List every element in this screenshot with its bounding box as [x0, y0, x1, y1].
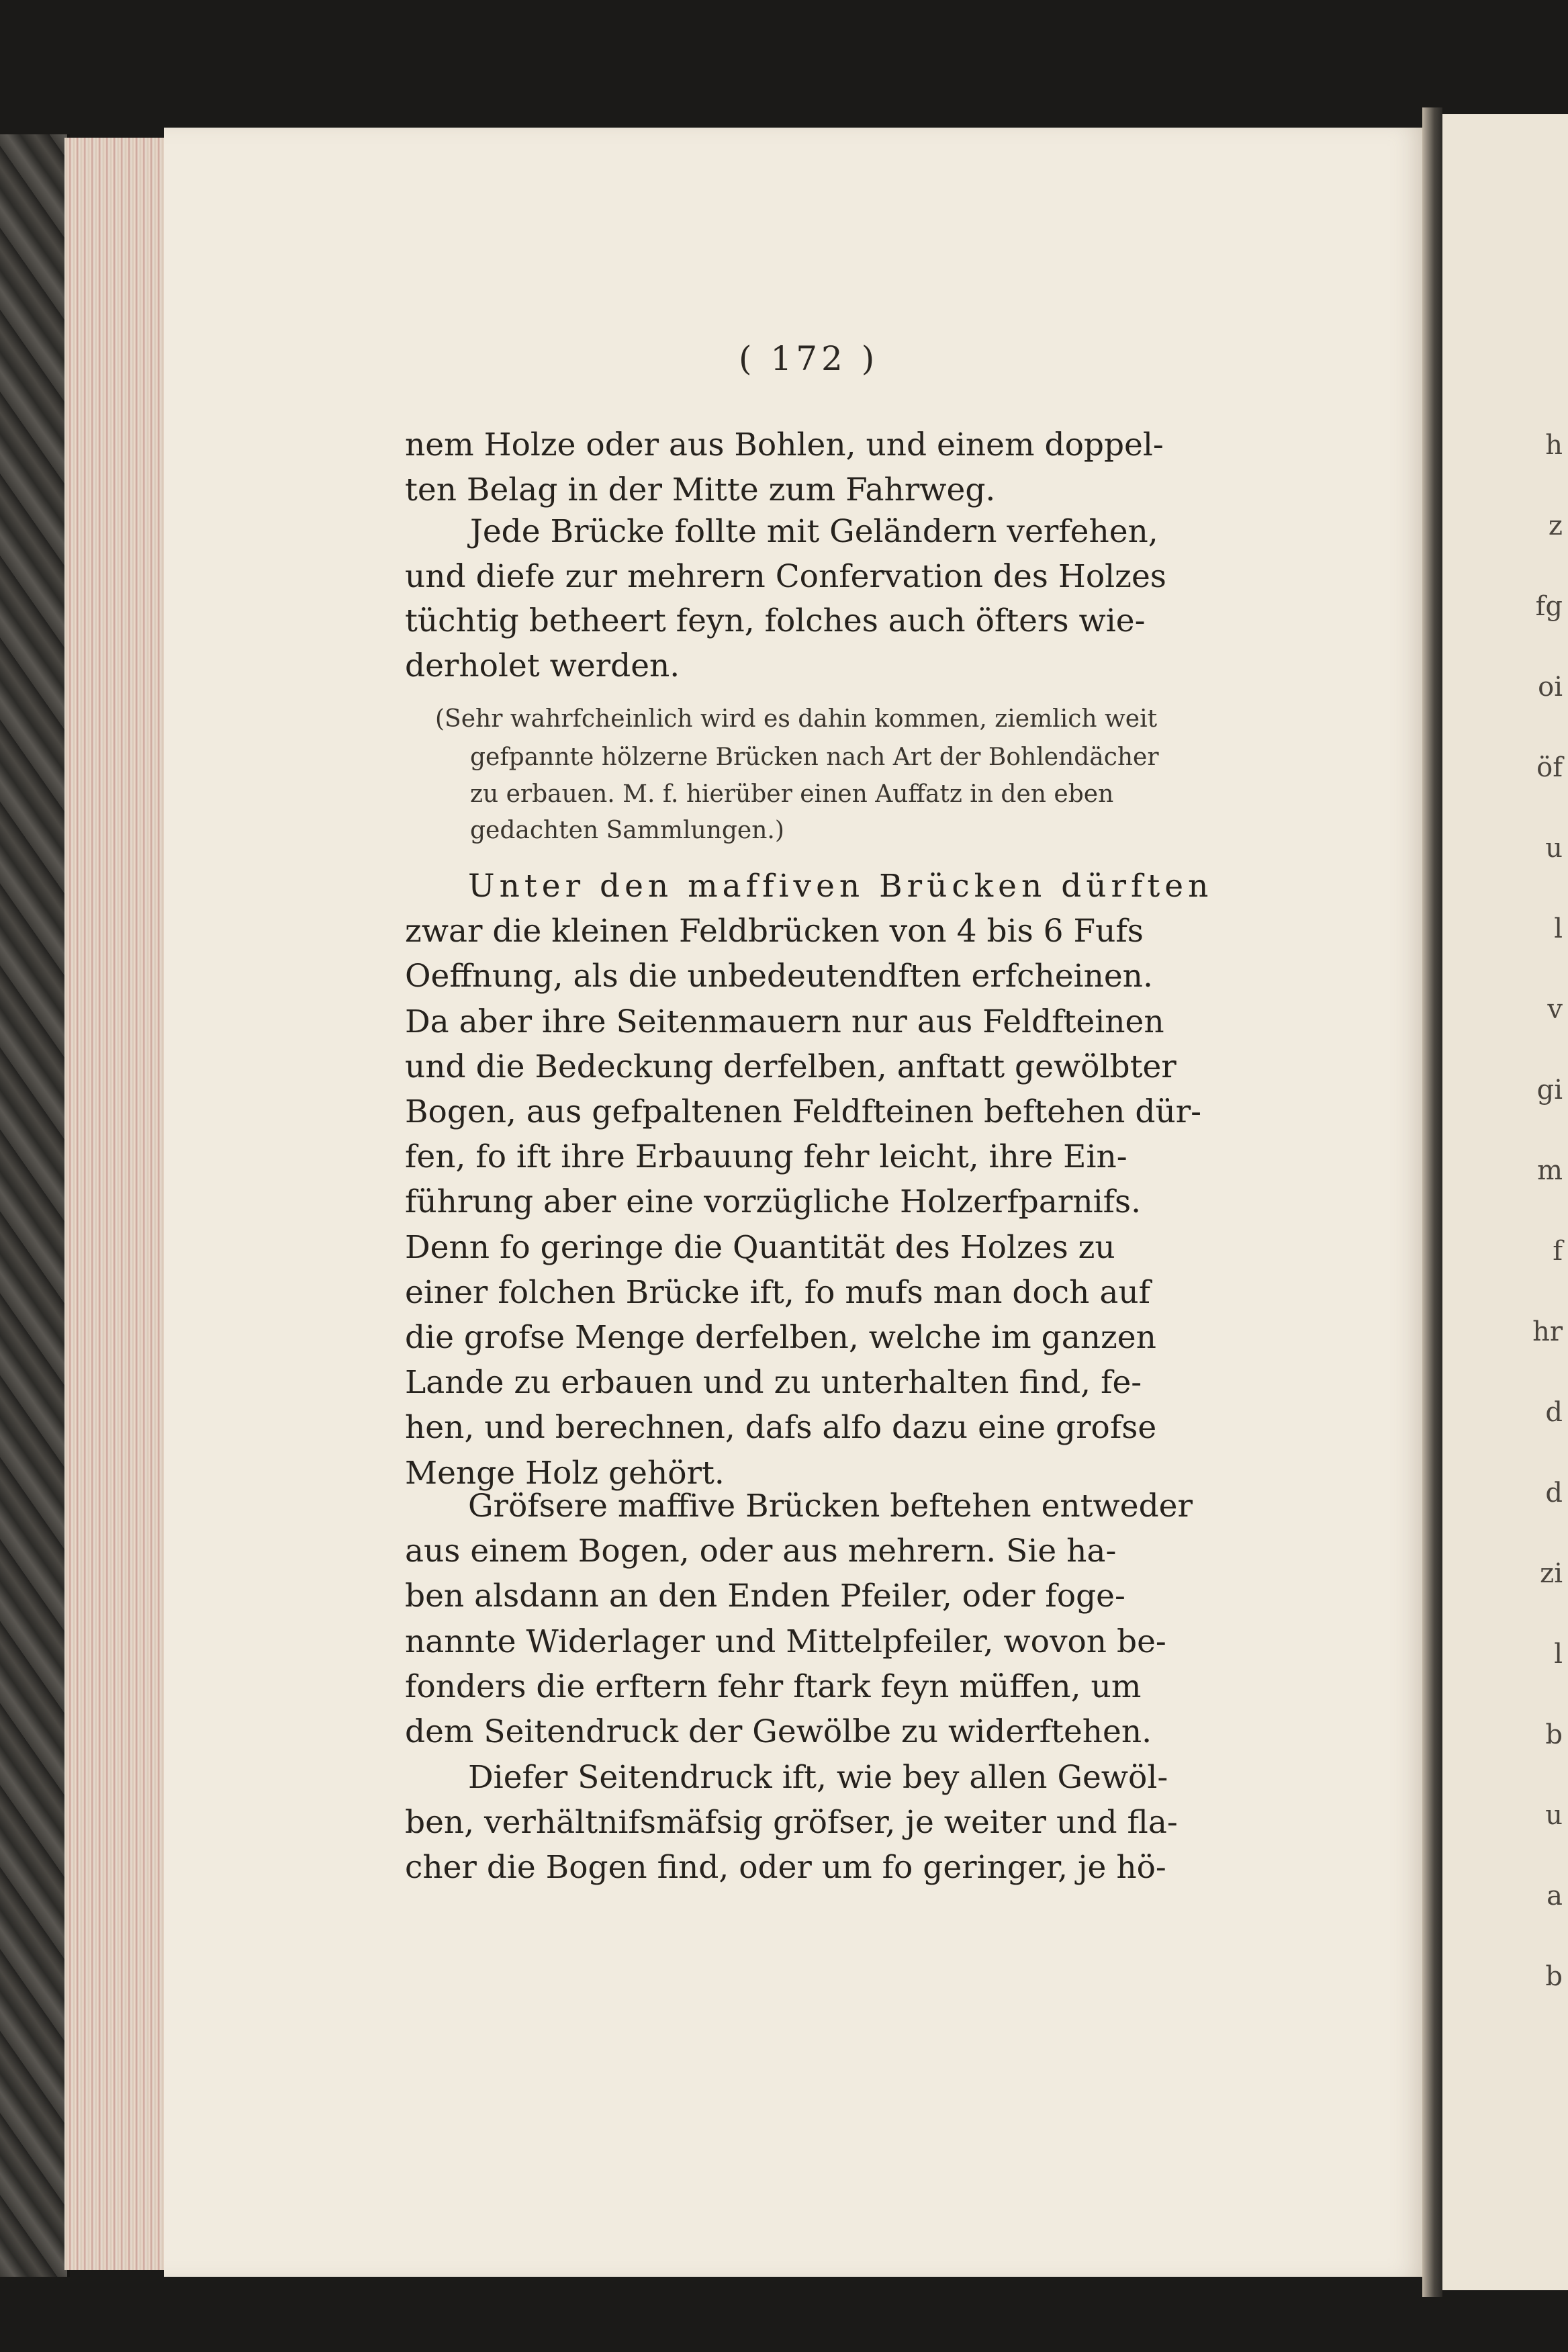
text-line: Bogen, aus gefpaltenen Feldfteinen beftehen dür- [405, 1093, 1202, 1130]
text-line: führung aber eine vorzügliche Holzerfparnifs. [405, 1183, 1142, 1220]
facing-page-fragment: d [1545, 1478, 1563, 1508]
facing-page-fragment: f [1553, 1236, 1563, 1267]
text-line: Gröfsere maffive Brücken beftehen entweder [468, 1488, 1193, 1525]
text-line: Lande zu erbauen und zu unterhalten find, fe- [405, 1364, 1142, 1401]
text-line: Unter den maffiven Brücken dürften [468, 868, 1213, 905]
text-line: ben, verhältnifsmäfsig gröfser, je weiter und fla- [405, 1804, 1178, 1841]
text-line: und die Bedeckung derfelben, anftatt gewölbter [405, 1048, 1177, 1085]
note-line: (Sehr wahrfcheinlich wird es dahin kommen, ziemlich weit [435, 705, 1158, 733]
text-line: tüchtig betheert feyn, folches auch öfters wie- [405, 602, 1146, 639]
text-line: zwar die kleinen Feldbrücken von 4 bis 6 Fufs [405, 913, 1144, 950]
note-line: zu erbauen. M. f. hierüber einen Auffatz in den eben [470, 780, 1114, 808]
note-line: gedachten Sammlungen.) [470, 817, 784, 844]
facing-page-fragment: b [1545, 1719, 1563, 1750]
text-line: cher die Bogen find, oder um fo geringer, je hö- [405, 1849, 1166, 1886]
facing-page-fragment: fg [1535, 591, 1563, 622]
text-line: ten Belag in der Mitte zum Fahrweg. [405, 471, 996, 508]
facing-page-fragment: u [1545, 1800, 1563, 1831]
facing-page-fragment: h [1545, 430, 1563, 461]
page-edges [64, 138, 167, 2270]
book-gutter [1422, 107, 1442, 2297]
text-line: fonders die erftern fehr ftark feyn müffen, um [405, 1668, 1142, 1705]
text-line: fen, fo ift ihre Erbauung fehr leicht, ihre Ein- [405, 1138, 1127, 1175]
facing-page-fragment: m [1537, 1155, 1563, 1186]
facing-page-fragment: l [1554, 913, 1563, 944]
facing-page-fragment: oi [1538, 672, 1563, 703]
facing-page-fragment: gi [1536, 1075, 1563, 1105]
facing-page-fragment: d [1545, 1397, 1563, 1428]
facing-page-fragment: v [1547, 994, 1563, 1025]
facing-page-fragment: l [1554, 1639, 1563, 1670]
text-line: hen, und berechnen, dafs alfo dazu eine grofse [405, 1409, 1157, 1446]
facing-page-fragment: z [1548, 510, 1563, 541]
book-cover-left [0, 134, 70, 2277]
facing-page-fragment: a [1547, 1881, 1563, 1911]
text-line: derholet werden. [405, 647, 680, 684]
facing-page-fragment: zi [1540, 1558, 1563, 1589]
text-line: und diefe zur mehrern Confervation des Holzes [405, 558, 1166, 595]
facing-page-fragment: hr [1532, 1316, 1563, 1347]
text-line: die grofse Menge derfelben, welche im ganzen [405, 1319, 1156, 1356]
text-line: Menge Holz gehört. [405, 1455, 725, 1492]
text-line: einer folchen Brücke ift, fo mufs man doch auf [405, 1274, 1151, 1311]
facing-page-fragment: b [1545, 1961, 1563, 1992]
text-line: ben alsdann an den Enden Pfeiler, oder foge- [405, 1578, 1125, 1615]
page-number: ( 172 ) [739, 339, 879, 378]
text-line: nem Holze oder aus Bohlen, und einem doppel- [405, 426, 1164, 463]
text-line: Da aber ihre Seitenmauern nur aus Feldfteinen [405, 1003, 1164, 1040]
text-line: aus einem Bogen, oder aus mehrern. Sie ha- [405, 1533, 1117, 1570]
text-line: nannte Widerlager und Mittelpfeiler, wovon be- [405, 1623, 1166, 1660]
facing-page [1442, 114, 1568, 2290]
text-line: Jede Brücke follte mit Geländern verfehen, [470, 513, 1158, 550]
text-line: dem Seitendruck der Gewölbe zu widerftehen. [405, 1713, 1152, 1750]
text-line: Denn fo geringe die Quantität des Holzes zu [405, 1229, 1115, 1266]
facing-page-fragment: u [1545, 833, 1563, 864]
facing-page-fragment: öf [1536, 752, 1563, 783]
text-line: Diefer Seitendruck ift, wie bey allen Gewöl- [468, 1759, 1168, 1796]
note-line: gefpannte hölzerne Brücken nach Art der Bohlendächer [470, 743, 1159, 771]
text-line: Oeffnung, als die unbedeutendften erfcheinen. [405, 958, 1153, 995]
